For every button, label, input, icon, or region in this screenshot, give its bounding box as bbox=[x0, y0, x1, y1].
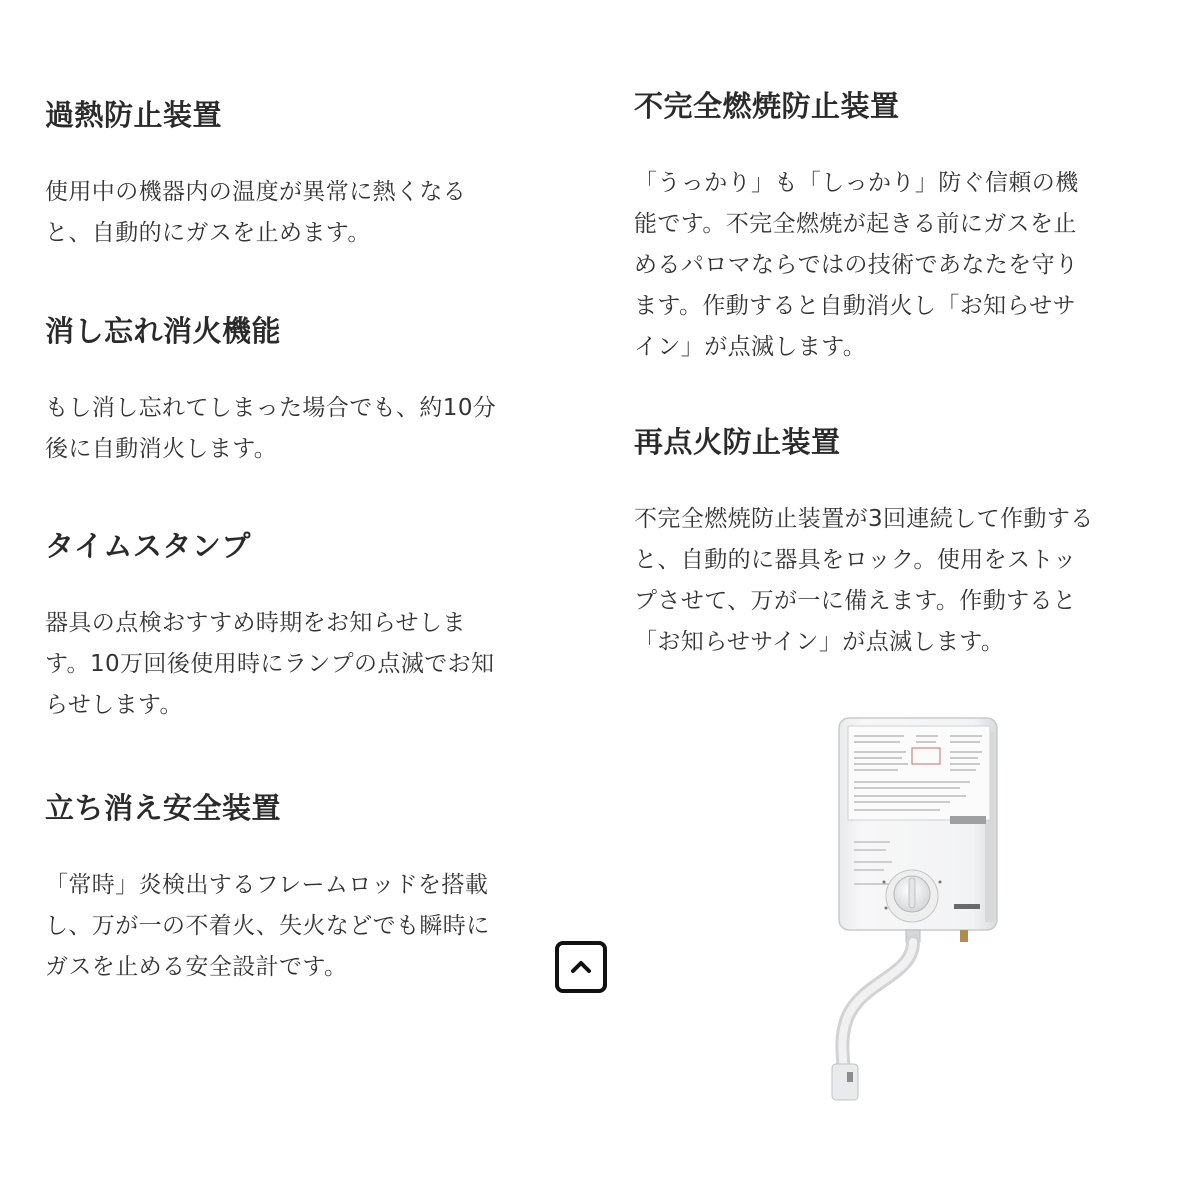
feature-timestamp bbox=[45, 526, 555, 726]
feature-title: 立ち消え安全装置 bbox=[45, 791, 282, 825]
chevron-up-icon bbox=[570, 960, 592, 974]
feature-description: 「常時」炎検出するフレームロッドを搭載 し、万が一の不着火、失火などでも瞬時に ガスを止める安全設計です。 bbox=[45, 872, 490, 980]
feature-incomplete-combustion-prevention bbox=[634, 86, 1144, 368]
feature-title: 不完全燃焼防止装置 bbox=[634, 89, 900, 123]
feature-auto-extinguish bbox=[45, 311, 555, 470]
feature-title: 再点火防止装置 bbox=[634, 425, 841, 459]
feature-overheat-prevention bbox=[45, 95, 555, 254]
feature-title: 過熱防止装置 bbox=[45, 98, 223, 132]
feature-flame-failure-safety bbox=[45, 788, 555, 988]
feature-description: 不完全燃焼防止装置が3回連続して作動する と、自動的に器具をロック。使用をストッ プさせて、万が一に備えます。作動すると 「お知らせサイン」が点滅します。 bbox=[634, 506, 1094, 655]
feature-title: 消し忘れ消火機能 bbox=[45, 314, 282, 348]
feature-description: 器具の点検おすすめ時期をお知らせしま す。10万回後使用時にランプの点滅でお知 らせします。 bbox=[45, 610, 495, 718]
feature-description: 使用中の機器内の温度が異常に熱くなる と、自動的にガスを止めます。 bbox=[45, 179, 467, 246]
feature-title: タイムスタンプ bbox=[45, 529, 251, 563]
feature-description: 「うっかり」も「しっかり」防ぐ信頼の機 能です。不完全燃焼が起きる前にガスを止 めるパロマならではの技術であなたを守り ます。作動すると自動消火し「お知らせサ イン」が点滅します。 bbox=[634, 170, 1079, 360]
scroll-to-top-button[interactable] bbox=[555, 941, 607, 993]
feature-reignition-prevention bbox=[634, 422, 1144, 663]
water-heater-image bbox=[820, 712, 1010, 1104]
feature-description: もし消し忘れてしまった場合でも、約10分 後に自動消火します。 bbox=[45, 395, 497, 462]
